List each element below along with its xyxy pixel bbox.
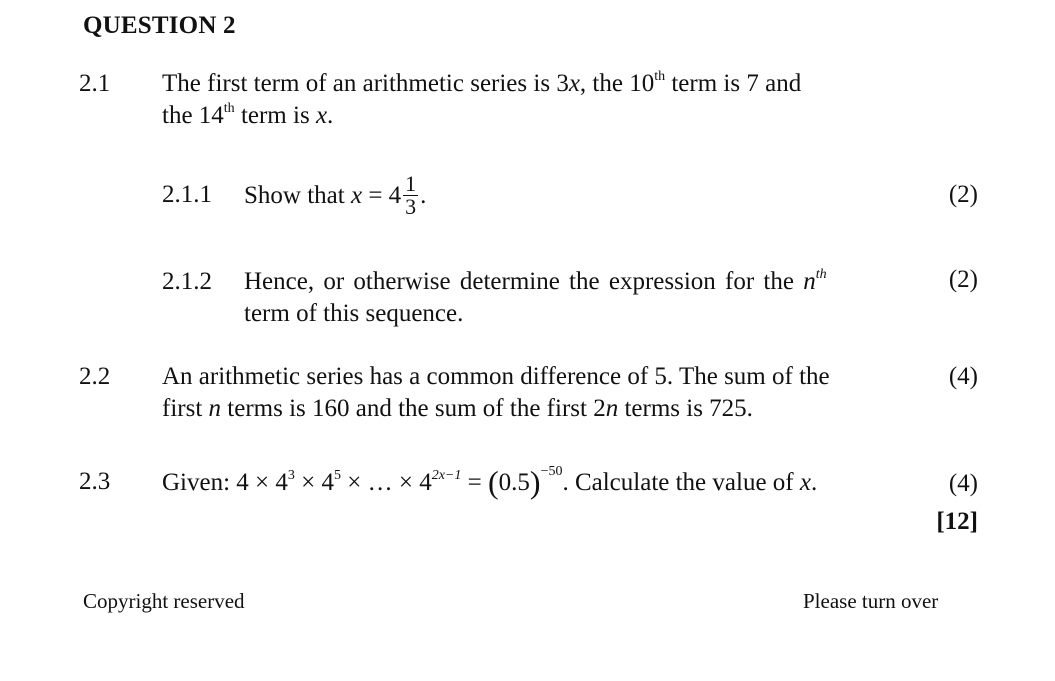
question-2-1-2-text [244, 266, 827, 330]
text: 7 [746, 70, 759, 97]
text: and [758, 70, 802, 97]
text: Given: [162, 469, 237, 496]
question-2-3-text [162, 466, 817, 499]
variable: x [568, 70, 580, 97]
text: . [810, 469, 818, 496]
question-2-1-2-line1 [244, 266, 827, 298]
text: 10 [629, 70, 655, 97]
question-number-2-1-2: 2.1.2 [162, 268, 212, 295]
question-number-2-2: 2.2 [79, 363, 111, 390]
text: . Calculate the value of [562, 469, 800, 496]
text: . [420, 182, 427, 209]
variable: n [803, 268, 816, 295]
paren-open: ( [488, 464, 499, 500]
exponent: 3 [287, 468, 295, 483]
marks-2-1-1: (2) [948, 181, 978, 208]
text: = 4 [362, 182, 402, 209]
question-number-2-1-1: 2.1.1 [162, 181, 212, 208]
ordinal-suffix: th [654, 69, 666, 84]
ordinal-suffix: th [223, 101, 235, 116]
variable: x [315, 102, 328, 129]
question-total: [12] [936, 508, 978, 535]
exponent: 2x−1 [431, 468, 462, 483]
text: , the [579, 70, 630, 97]
question-2-2-line1: An arithmetic series has a common difference of 5. The sum of the [162, 363, 830, 390]
question-2-1-2-line2: term of this sequence. [244, 300, 464, 327]
question-2-1-text [162, 68, 801, 132]
text: . [327, 102, 334, 129]
question-2-2-line2 [162, 393, 830, 425]
text: terms is 725. [618, 395, 753, 422]
expression: 4 × 4 [236, 469, 288, 496]
question-2-1-1-text [244, 166, 426, 226]
text: term is [665, 70, 747, 97]
question-2-1-line1 [162, 68, 801, 100]
expression: × 4 [294, 469, 335, 496]
marks-2-1-2: (2) [948, 266, 978, 293]
question-number-2-1: 2.1 [79, 70, 111, 97]
expression: 0.5 [498, 469, 530, 496]
text: first [162, 395, 209, 422]
text: Show that [244, 182, 351, 209]
denominator: 3 [405, 193, 417, 219]
text: term is [234, 102, 316, 129]
text: the [162, 102, 199, 129]
exponent: 5 [334, 468, 342, 483]
fraction [403, 170, 418, 219]
question-2-1-line2 [162, 100, 801, 132]
marks-2-3: (4) [948, 470, 978, 497]
expression: = [461, 469, 488, 496]
paren-close: ) [529, 464, 541, 500]
expression: × … × 4 [341, 469, 432, 496]
question-number-2-3: 2.3 [79, 468, 111, 495]
variable: x [350, 182, 363, 209]
text: 3 [556, 70, 569, 97]
numerator: 1 [405, 170, 417, 196]
text: 14 [198, 102, 224, 129]
text: The first term of an arithmetic series is [162, 70, 557, 97]
text: terms is 160 and the sum of the first 2 [221, 395, 606, 422]
marks-2-2: (4) [948, 363, 978, 390]
question-title: QUESTION 2 [83, 12, 236, 39]
ordinal-suffix: th [815, 267, 827, 282]
exponent: −50 [540, 464, 563, 479]
variable: n [208, 395, 222, 422]
question-2-2-text [162, 361, 830, 425]
variable: n [605, 395, 619, 422]
text: Hence, or otherwise determine the expression for the [244, 268, 804, 295]
variable: x [799, 469, 811, 496]
footer-copyright: Copyright reserved [83, 589, 245, 613]
footer-turn-over: Please turn over [803, 589, 939, 613]
